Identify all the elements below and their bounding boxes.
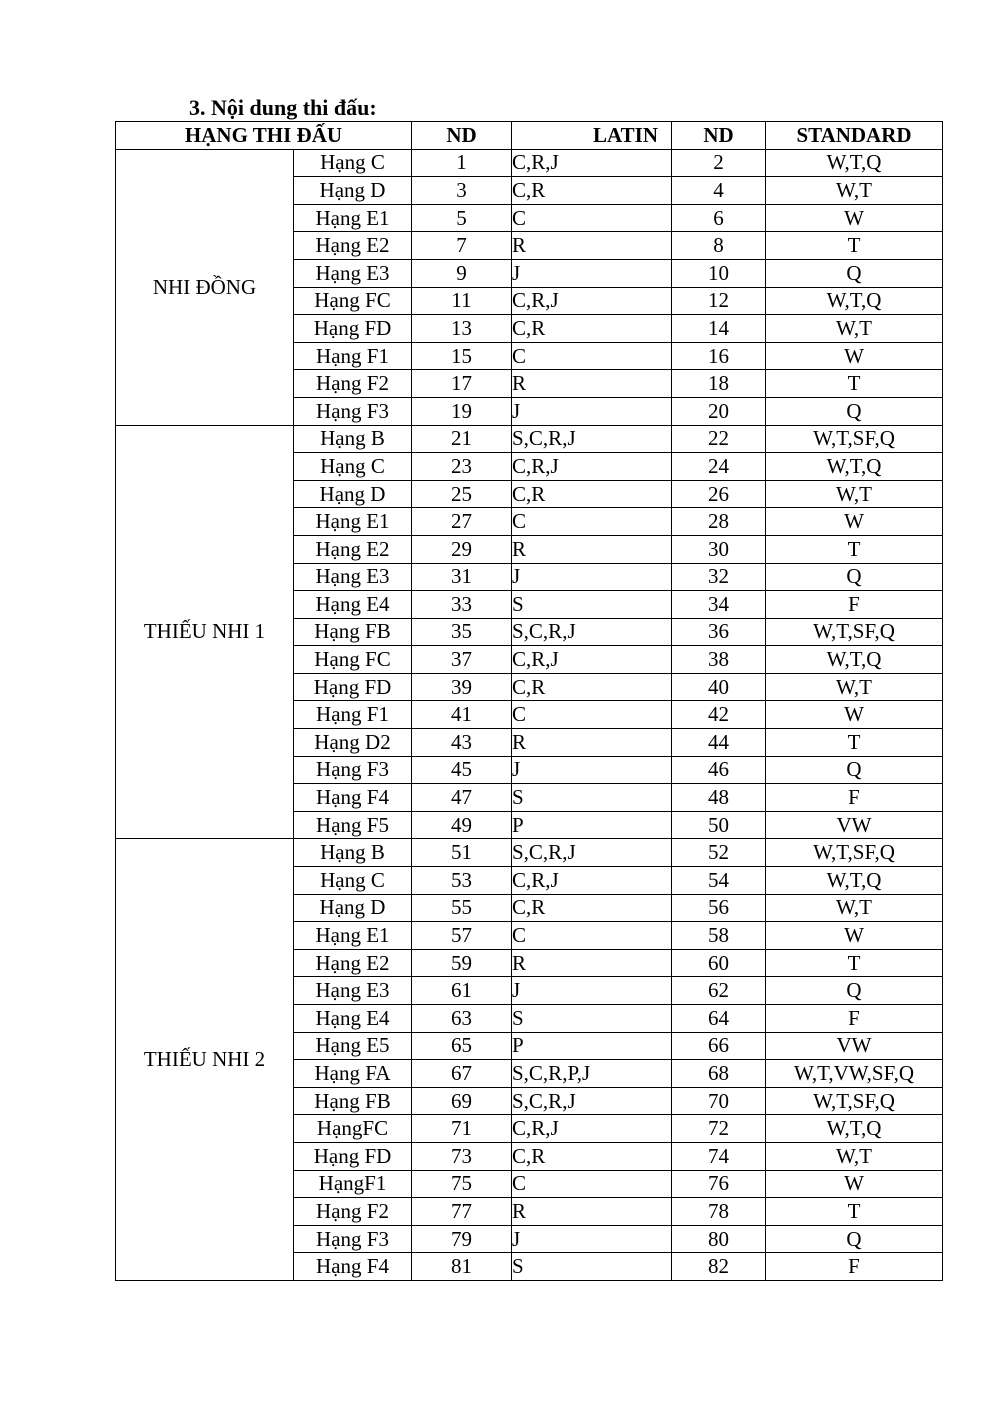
standard-dances-cell: T: [766, 370, 943, 398]
class-cell: Hạng F3: [294, 1225, 412, 1253]
standard-dances-cell: W: [766, 922, 943, 950]
latin-dances-cell: C,R,J: [512, 1115, 672, 1143]
nd-latin-cell: 41: [412, 701, 512, 729]
nd-latin-cell: 15: [412, 342, 512, 370]
latin-dances-cell: S: [512, 1005, 672, 1033]
standard-dances-cell: Q: [766, 756, 943, 784]
nd-latin-cell: 39: [412, 673, 512, 701]
standard-dances-cell: F: [766, 591, 943, 619]
nd-standard-cell: 64: [672, 1005, 766, 1033]
class-cell: Hạng B: [294, 425, 412, 453]
standard-dances-cell: VW: [766, 1032, 943, 1060]
nd-standard-cell: 22: [672, 425, 766, 453]
table-row: [116, 425, 943, 453]
latin-dances-cell: J: [512, 259, 672, 287]
header-standard: STANDARD: [766, 122, 943, 150]
header-category: HẠNG THI ĐẤU: [116, 122, 412, 150]
nd-standard-cell: 70: [672, 1087, 766, 1115]
nd-standard-cell: 16: [672, 342, 766, 370]
class-cell: Hạng F4: [294, 1253, 412, 1281]
class-cell: Hạng E5: [294, 1032, 412, 1060]
latin-dances-cell: J: [512, 977, 672, 1005]
standard-dances-cell: W,T,Q: [766, 646, 943, 674]
class-cell: Hạng C: [294, 453, 412, 481]
nd-latin-cell: 3: [412, 177, 512, 205]
standard-dances-cell: W,T,SF,Q: [766, 425, 943, 453]
latin-dances-cell: C,R,J: [512, 287, 672, 315]
latin-dances-cell: C: [512, 1170, 672, 1198]
standard-dances-cell: W,T,SF,Q: [766, 618, 943, 646]
nd-latin-cell: 7: [412, 232, 512, 260]
standard-dances-cell: W,T,Q: [766, 867, 943, 895]
class-cell: Hạng D: [294, 894, 412, 922]
standard-dances-cell: Q: [766, 977, 943, 1005]
standard-dances-cell: W: [766, 204, 943, 232]
nd-latin-cell: 79: [412, 1225, 512, 1253]
latin-dances-cell: R: [512, 1198, 672, 1226]
nd-standard-cell: 42: [672, 701, 766, 729]
latin-dances-cell: P: [512, 1032, 672, 1060]
class-cell: Hạng E2: [294, 232, 412, 260]
nd-latin-cell: 37: [412, 646, 512, 674]
nd-latin-cell: 77: [412, 1198, 512, 1226]
standard-dances-cell: F: [766, 1253, 943, 1281]
nd-latin-cell: 81: [412, 1253, 512, 1281]
nd-standard-cell: 78: [672, 1198, 766, 1226]
latin-dances-cell: C: [512, 508, 672, 536]
standard-dances-cell: W: [766, 508, 943, 536]
class-cell: Hạng FC: [294, 646, 412, 674]
nd-standard-cell: 66: [672, 1032, 766, 1060]
latin-dances-cell: C,R: [512, 315, 672, 343]
standard-dances-cell: W,T: [766, 894, 943, 922]
nd-latin-cell: 73: [412, 1142, 512, 1170]
nd-standard-cell: 30: [672, 535, 766, 563]
standard-dances-cell: W,T,VW,SF,Q: [766, 1060, 943, 1088]
nd-latin-cell: 31: [412, 563, 512, 591]
standard-dances-cell: W,T: [766, 177, 943, 205]
nd-standard-cell: 80: [672, 1225, 766, 1253]
nd-standard-cell: 76: [672, 1170, 766, 1198]
nd-latin-cell: 43: [412, 729, 512, 757]
class-cell: Hạng F4: [294, 784, 412, 812]
nd-standard-cell: 4: [672, 177, 766, 205]
latin-dances-cell: R: [512, 232, 672, 260]
class-cell: Hạng E2: [294, 535, 412, 563]
latin-dances-cell: C,R: [512, 177, 672, 205]
class-cell: Hạng C: [294, 867, 412, 895]
standard-dances-cell: Q: [766, 563, 943, 591]
nd-standard-cell: 52: [672, 839, 766, 867]
latin-dances-cell: C: [512, 701, 672, 729]
nd-standard-cell: 68: [672, 1060, 766, 1088]
standard-dances-cell: Q: [766, 397, 943, 425]
nd-latin-cell: 13: [412, 315, 512, 343]
nd-standard-cell: 48: [672, 784, 766, 812]
nd-latin-cell: 9: [412, 259, 512, 287]
latin-dances-cell: R: [512, 729, 672, 757]
latin-dances-cell: C,R,J: [512, 453, 672, 481]
nd-standard-cell: 58: [672, 922, 766, 950]
latin-dances-cell: S,C,R,P,J: [512, 1060, 672, 1088]
latin-dances-cell: R: [512, 949, 672, 977]
header-nd-latin: ND: [412, 122, 512, 150]
standard-dances-cell: W,T: [766, 1142, 943, 1170]
nd-latin-cell: 57: [412, 922, 512, 950]
latin-dances-cell: C: [512, 922, 672, 950]
latin-dances-cell: C: [512, 342, 672, 370]
class-cell: Hạng D: [294, 480, 412, 508]
group-name: THIẾU NHI 2: [116, 839, 294, 1281]
nd-latin-cell: 63: [412, 1005, 512, 1033]
group-name: THIẾU NHI 1: [116, 425, 294, 839]
standard-dances-cell: W: [766, 1170, 943, 1198]
nd-standard-cell: 46: [672, 756, 766, 784]
class-cell: Hạng E1: [294, 204, 412, 232]
class-cell: Hạng F2: [294, 1198, 412, 1226]
standard-dances-cell: W,T,SF,Q: [766, 839, 943, 867]
nd-latin-cell: 69: [412, 1087, 512, 1115]
nd-latin-cell: 11: [412, 287, 512, 315]
class-cell: Hạng FD: [294, 315, 412, 343]
nd-standard-cell: 50: [672, 811, 766, 839]
nd-latin-cell: 29: [412, 535, 512, 563]
class-cell: Hạng FB: [294, 618, 412, 646]
table-body: [116, 149, 943, 1280]
standard-dances-cell: W,T: [766, 673, 943, 701]
latin-dances-cell: R: [512, 370, 672, 398]
nd-latin-cell: 61: [412, 977, 512, 1005]
class-cell: HạngFC: [294, 1115, 412, 1143]
standard-dances-cell: W: [766, 342, 943, 370]
class-cell: Hạng FC: [294, 287, 412, 315]
nd-standard-cell: 8: [672, 232, 766, 260]
class-cell: Hạng E3: [294, 977, 412, 1005]
class-cell: Hạng E1: [294, 508, 412, 536]
latin-dances-cell: C,R: [512, 480, 672, 508]
latin-dances-cell: J: [512, 756, 672, 784]
nd-latin-cell: 33: [412, 591, 512, 619]
nd-standard-cell: 6: [672, 204, 766, 232]
standard-dances-cell: T: [766, 1198, 943, 1226]
nd-latin-cell: 59: [412, 949, 512, 977]
nd-standard-cell: 54: [672, 867, 766, 895]
latin-dances-cell: C,R,J: [512, 149, 672, 177]
class-cell: Hạng F1: [294, 342, 412, 370]
standard-dances-cell: T: [766, 535, 943, 563]
nd-standard-cell: 56: [672, 894, 766, 922]
group-name: NHI ĐỒNG: [116, 149, 294, 425]
standard-dances-cell: W,T: [766, 480, 943, 508]
nd-standard-cell: 74: [672, 1142, 766, 1170]
nd-latin-cell: 23: [412, 453, 512, 481]
standard-dances-cell: Q: [766, 259, 943, 287]
class-cell: Hạng E1: [294, 922, 412, 950]
nd-latin-cell: 17: [412, 370, 512, 398]
nd-latin-cell: 49: [412, 811, 512, 839]
nd-standard-cell: 24: [672, 453, 766, 481]
standard-dances-cell: W: [766, 701, 943, 729]
nd-standard-cell: 10: [672, 259, 766, 287]
class-cell: Hạng E4: [294, 1005, 412, 1033]
latin-dances-cell: S: [512, 591, 672, 619]
standard-dances-cell: W,T,Q: [766, 1115, 943, 1143]
section-heading: 3. Nội dung thi đấu:: [189, 95, 377, 120]
nd-standard-cell: 14: [672, 315, 766, 343]
nd-latin-cell: 19: [412, 397, 512, 425]
standard-dances-cell: W,T: [766, 315, 943, 343]
standard-dances-cell: T: [766, 729, 943, 757]
latin-dances-cell: S,C,R,J: [512, 1087, 672, 1115]
nd-latin-cell: 45: [412, 756, 512, 784]
class-cell: Hạng FB: [294, 1087, 412, 1115]
class-cell: Hạng B: [294, 839, 412, 867]
standard-dances-cell: W,T,Q: [766, 453, 943, 481]
nd-latin-cell: 5: [412, 204, 512, 232]
class-cell: Hạng F3: [294, 397, 412, 425]
standard-dances-cell: W,T,SF,Q: [766, 1087, 943, 1115]
nd-standard-cell: 60: [672, 949, 766, 977]
header-nd-standard: ND: [672, 122, 766, 150]
latin-dances-cell: S,C,R,J: [512, 425, 672, 453]
class-cell: Hạng E2: [294, 949, 412, 977]
latin-dances-cell: J: [512, 397, 672, 425]
nd-standard-cell: 28: [672, 508, 766, 536]
latin-dances-cell: C,R,J: [512, 646, 672, 674]
class-cell: Hạng F2: [294, 370, 412, 398]
latin-dances-cell: C,R,J: [512, 867, 672, 895]
latin-dances-cell: J: [512, 563, 672, 591]
nd-latin-cell: 47: [412, 784, 512, 812]
nd-standard-cell: 32: [672, 563, 766, 591]
nd-standard-cell: 12: [672, 287, 766, 315]
latin-dances-cell: J: [512, 1225, 672, 1253]
class-cell: Hạng F3: [294, 756, 412, 784]
class-cell: HạngF1: [294, 1170, 412, 1198]
standard-dances-cell: VW: [766, 811, 943, 839]
nd-standard-cell: 26: [672, 480, 766, 508]
class-cell: Hạng C: [294, 149, 412, 177]
nd-standard-cell: 20: [672, 397, 766, 425]
nd-latin-cell: 21: [412, 425, 512, 453]
class-cell: Hạng FD: [294, 673, 412, 701]
class-cell: Hạng FA: [294, 1060, 412, 1088]
competition-table: [115, 121, 943, 1281]
standard-dances-cell: Q: [766, 1225, 943, 1253]
nd-latin-cell: 65: [412, 1032, 512, 1060]
nd-standard-cell: 38: [672, 646, 766, 674]
standard-dances-cell: W,T,Q: [766, 287, 943, 315]
nd-latin-cell: 67: [412, 1060, 512, 1088]
latin-dances-cell: C: [512, 204, 672, 232]
nd-latin-cell: 51: [412, 839, 512, 867]
latin-dances-cell: S: [512, 1253, 672, 1281]
nd-latin-cell: 55: [412, 894, 512, 922]
nd-standard-cell: 44: [672, 729, 766, 757]
nd-latin-cell: 1: [412, 149, 512, 177]
nd-latin-cell: 75: [412, 1170, 512, 1198]
nd-standard-cell: 36: [672, 618, 766, 646]
table-row: [116, 149, 943, 177]
table-row: [116, 839, 943, 867]
latin-dances-cell: P: [512, 811, 672, 839]
latin-dances-cell: C,R: [512, 894, 672, 922]
standard-dances-cell: W,T,Q: [766, 149, 943, 177]
class-cell: Hạng F1: [294, 701, 412, 729]
nd-standard-cell: 72: [672, 1115, 766, 1143]
standard-dances-cell: F: [766, 784, 943, 812]
latin-dances-cell: S,C,R,J: [512, 618, 672, 646]
nd-latin-cell: 25: [412, 480, 512, 508]
nd-latin-cell: 71: [412, 1115, 512, 1143]
class-cell: Hạng F5: [294, 811, 412, 839]
standard-dances-cell: T: [766, 949, 943, 977]
class-cell: Hạng FD: [294, 1142, 412, 1170]
class-cell: Hạng D2: [294, 729, 412, 757]
nd-standard-cell: 34: [672, 591, 766, 619]
header-row: [116, 122, 943, 150]
latin-dances-cell: S: [512, 784, 672, 812]
class-cell: Hạng E3: [294, 563, 412, 591]
nd-latin-cell: 53: [412, 867, 512, 895]
nd-standard-cell: 18: [672, 370, 766, 398]
nd-standard-cell: 62: [672, 977, 766, 1005]
nd-standard-cell: 40: [672, 673, 766, 701]
standard-dances-cell: F: [766, 1005, 943, 1033]
standard-dances-cell: T: [766, 232, 943, 260]
class-cell: Hạng E3: [294, 259, 412, 287]
latin-dances-cell: S,C,R,J: [512, 839, 672, 867]
latin-dances-cell: C,R: [512, 1142, 672, 1170]
latin-dances-cell: C,R: [512, 673, 672, 701]
class-cell: Hạng D: [294, 177, 412, 205]
latin-dances-cell: R: [512, 535, 672, 563]
class-cell: Hạng E4: [294, 591, 412, 619]
nd-standard-cell: 2: [672, 149, 766, 177]
nd-standard-cell: 82: [672, 1253, 766, 1281]
nd-latin-cell: 35: [412, 618, 512, 646]
header-latin: LATIN: [512, 122, 672, 150]
nd-latin-cell: 27: [412, 508, 512, 536]
